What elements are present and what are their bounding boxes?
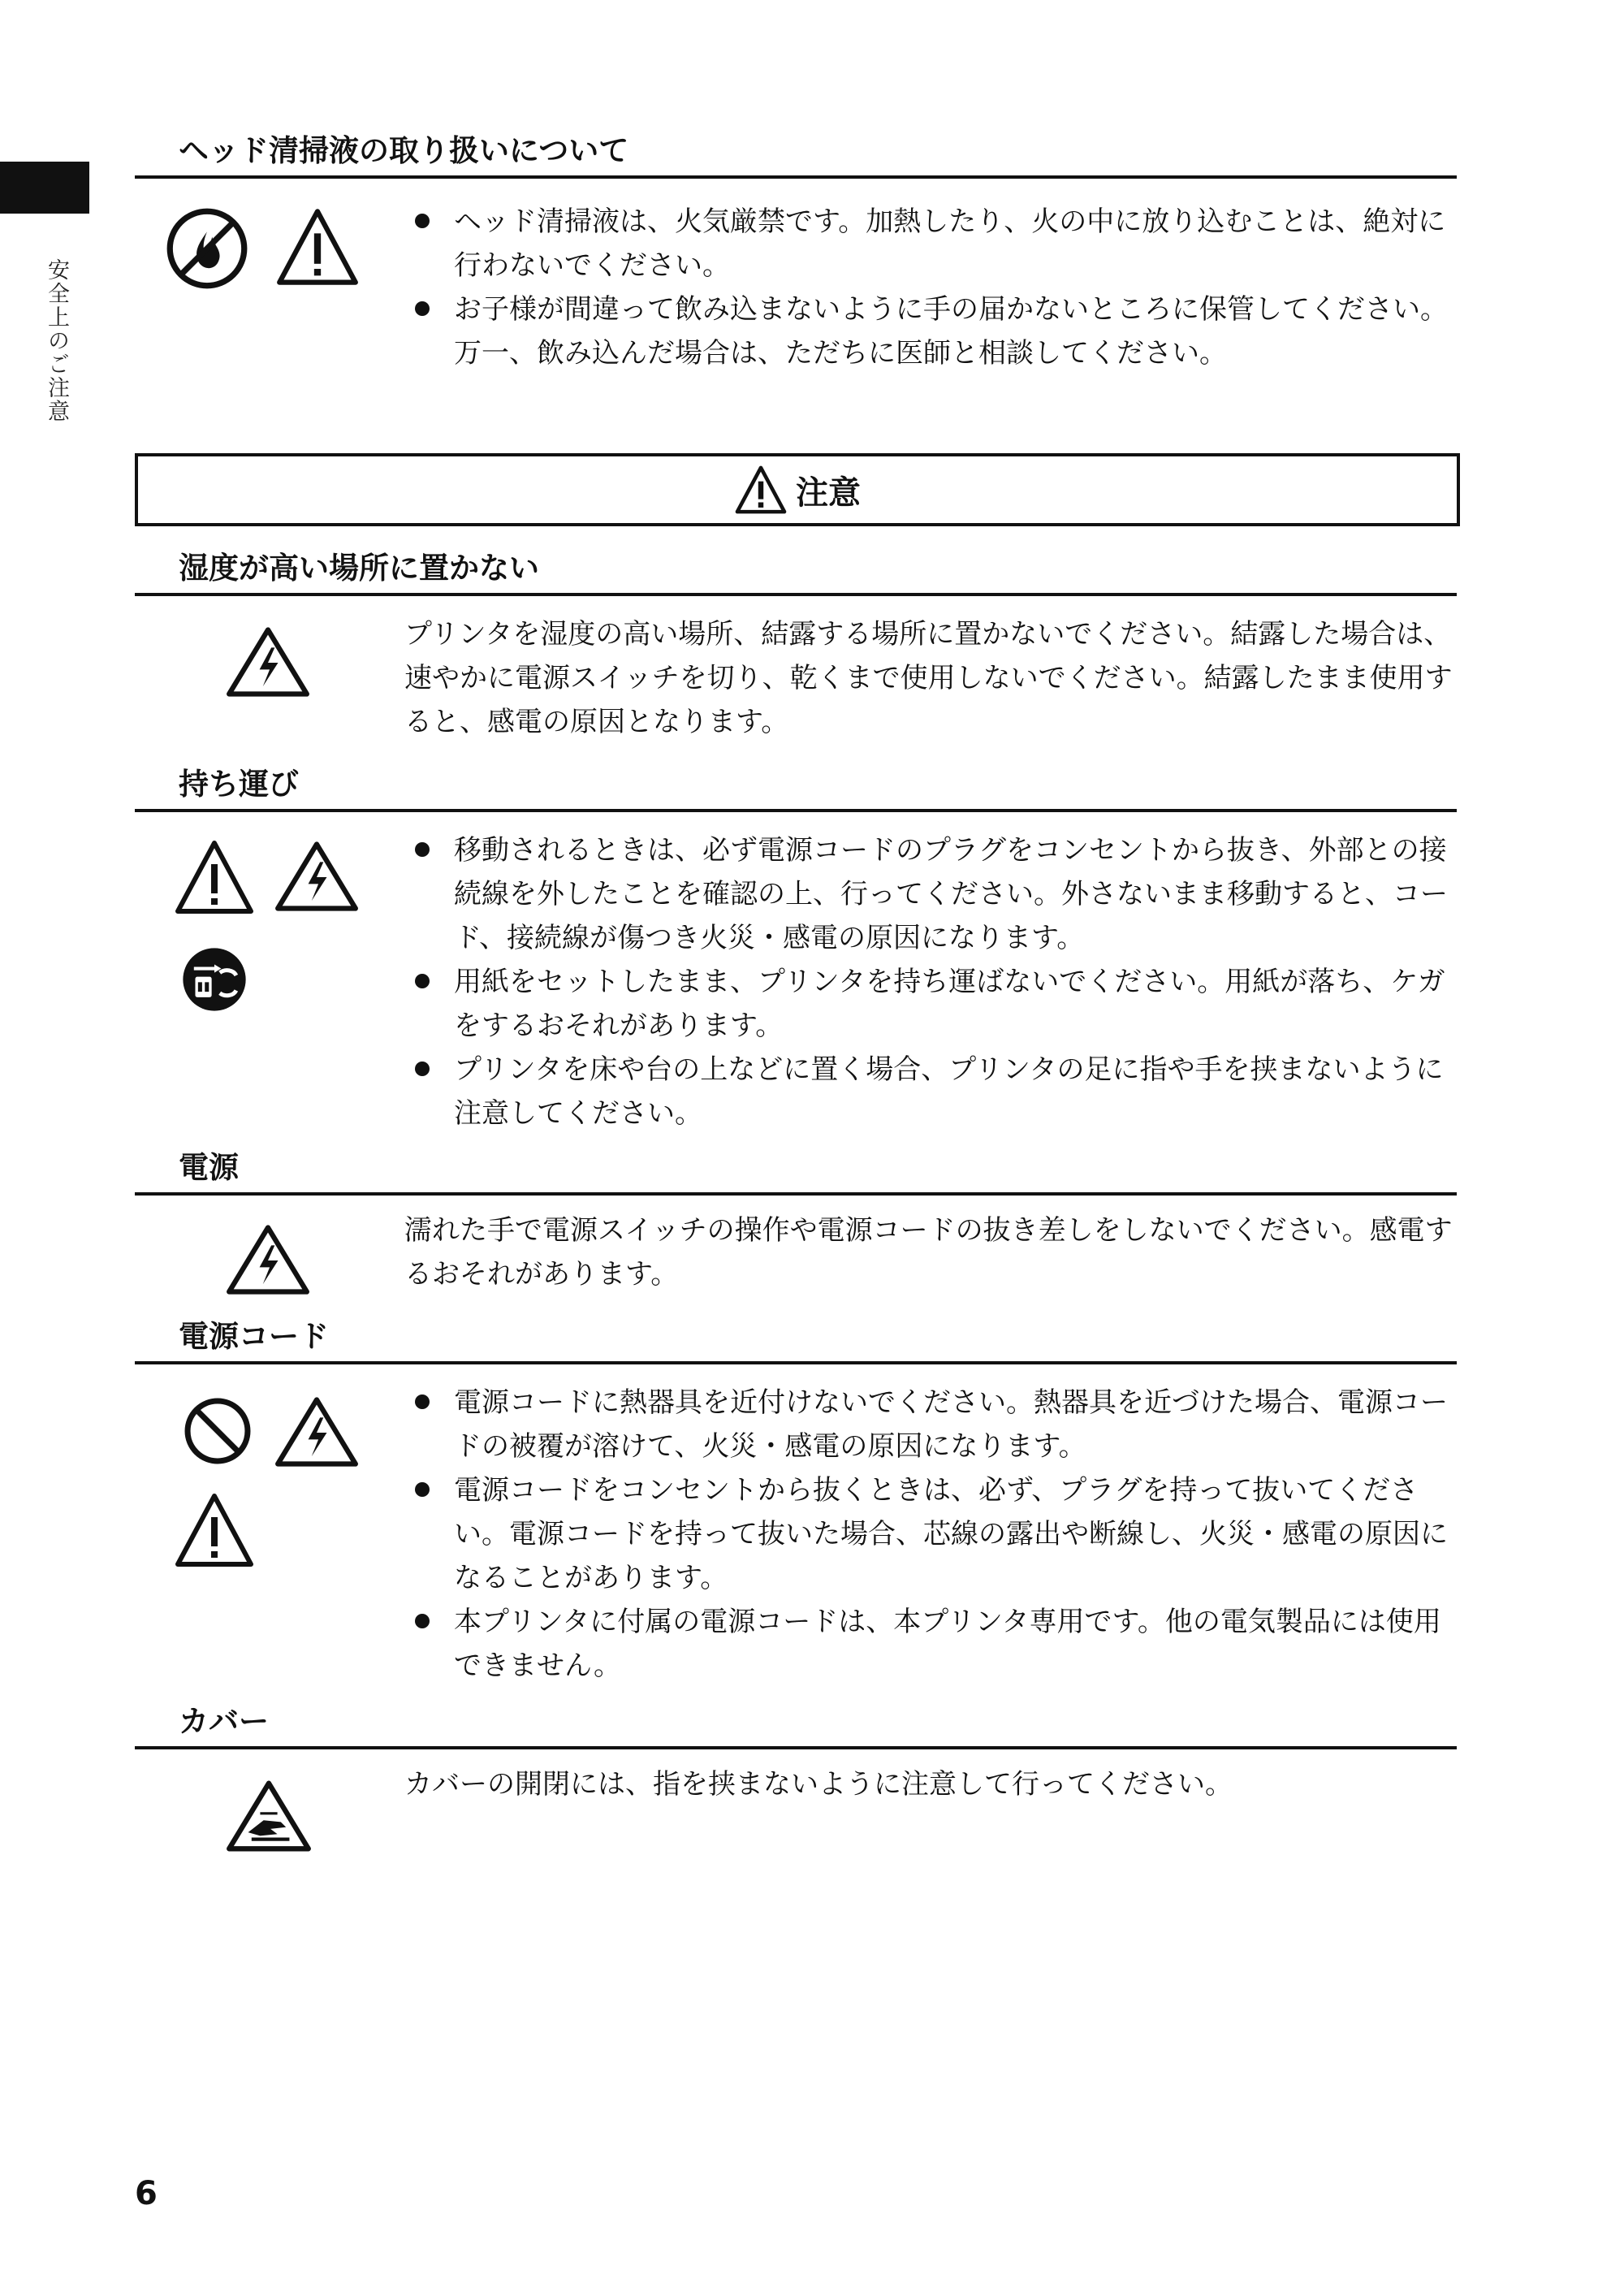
section-title: 電源 (179, 1150, 239, 1185)
no-fire-icon (165, 206, 249, 291)
warning-exclamation-icon (734, 465, 788, 515)
bullet-item: 電源コードをコンセントから抜くときは、必ず、プラグを持って抜いてください。電源コードを持って抜いた場合、芯線の露出や断線し、火災・感電の原因になることがあります。 (410, 1468, 1458, 1600)
section-title: 湿度が高い場所に置かない (179, 551, 539, 586)
paragraph-cover: カバーの開閉には、指を挟まないように注意して行ってください。 (404, 1768, 1233, 1801)
section-divider (135, 1361, 1457, 1364)
section-cover (135, 1702, 1457, 1857)
page-number: 6 (135, 2175, 158, 2212)
section-title: ヘッド清掃液の取り扱いについて (179, 133, 629, 168)
bullet-item: 本プリンタに付属の電源コードは、本プリンタ専用です。他の電気製品には使用できません。 (410, 1600, 1458, 1688)
finger-pinch-warning-icon (226, 1779, 312, 1853)
section-title: 持ち運び (179, 767, 299, 802)
prohibition-icon (182, 1395, 253, 1467)
section-head-cleaning (135, 132, 1457, 375)
section-title: 電源コード (179, 1319, 329, 1354)
section-divider (135, 1746, 1457, 1749)
electric-shock-warning-icon (274, 840, 359, 913)
bullet-list-power-cord (410, 1381, 1458, 1688)
warning-exclamation-icon (275, 206, 360, 288)
electric-shock-warning-icon (226, 1223, 310, 1296)
electric-shock-warning-icon (226, 625, 310, 698)
bullet-item: 電源コードに熱器具を近付けないでください。熱器具を近づけた場合、電源コードの被覆が溶けて、火災・感電の原因になります。 (410, 1381, 1458, 1468)
bullet-item: プリンタを床や台の上などに置く場合、プリンタの足に指や手を挟まないように注意してください。 (410, 1048, 1458, 1135)
chapter-side-label: 安全上のご注意 (44, 258, 69, 423)
section-divider (135, 1192, 1457, 1196)
section-divider (135, 809, 1457, 812)
unplug-icon (180, 945, 248, 1014)
paragraph-power: 濡れた手で電源スイッチの操作や電源コードの抜き差しをしないでください。感電するおそれがあります。 (404, 1214, 1453, 1291)
bullet-list-head-cleaning (410, 200, 1458, 375)
section-title: カバー (179, 1704, 269, 1739)
paragraph-humidity: プリンタを湿度の高い場所、結露する場所に置かないでください。結露した場合は、速やかに電源スイッチを切り、乾くまで使用しないでください。結露したまま使用すると、感電の原因となります。 (404, 618, 1453, 738)
section-humidity (135, 549, 1457, 744)
section-power-cord (135, 1317, 1457, 1683)
electric-shock-warning-icon (274, 1395, 359, 1468)
section-divider (135, 175, 1457, 179)
caution-banner (135, 453, 1460, 526)
bullet-item: ヘッド清掃液は、火気厳禁です。加熱したり、火の中に放り込むことは、絶対に行わないでください。 (410, 200, 1458, 288)
bullet-item: 移動されるときは、必ず電源コードのプラグをコンセントから抜き、外部との接続線を外したことを確認の上、行ってください。外さないまま移動すると、コード、接続線が傷つき火災・感電の原因になります。 (410, 828, 1458, 960)
section-power (135, 1148, 1457, 1303)
bullet-list-carrying (410, 828, 1458, 1135)
chapter-tab-marker (0, 162, 89, 214)
section-carrying (135, 765, 1457, 1139)
section-divider (135, 593, 1457, 596)
warning-exclamation-icon (174, 1491, 255, 1569)
bullet-item: お子様が間違って飲み込まないように手の届かないところに保管してください。万一、飲み込んだ場合は、ただちに医師と相談してください。 (410, 288, 1458, 375)
caution-label: 注意 (796, 473, 861, 512)
warning-exclamation-icon (174, 838, 255, 916)
bullet-item: 用紙をセットしたまま、プリンタを持ち運ばないでください。用紙が落ち、ケガをするおそれがあります。 (410, 960, 1458, 1048)
